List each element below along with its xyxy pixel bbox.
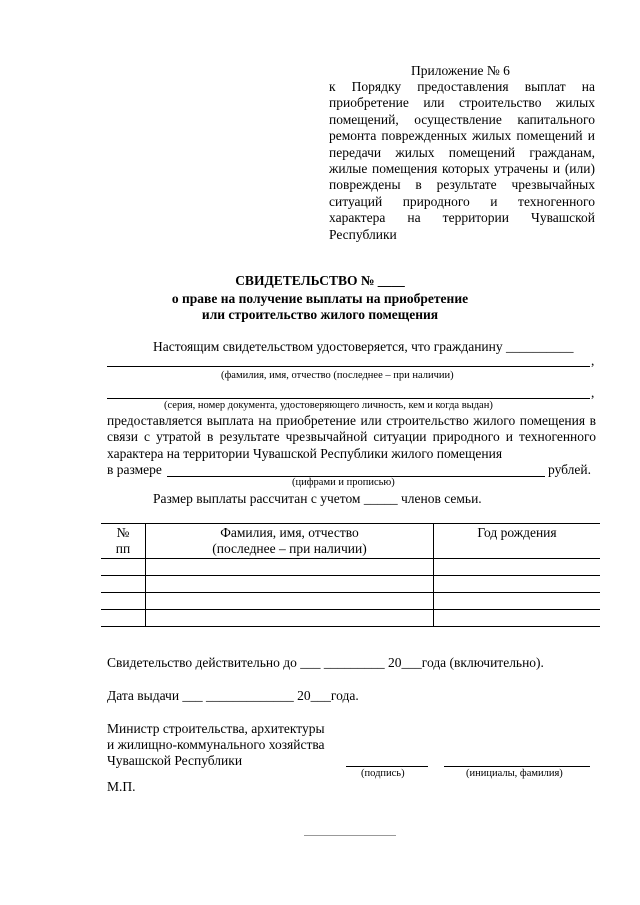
issue-date-text: Дата выдачи ___ _____________ 20___года. xyxy=(107,688,359,703)
family-members-text: Размер выплаты рассчитан с учетом _____ членов семьи. xyxy=(153,491,482,506)
document-subtitle-line2: или строительство жилого помещения xyxy=(201,307,439,322)
signatory-line3: Чувашской Республики xyxy=(107,753,243,768)
table-header-number: № пп xyxy=(101,524,146,559)
initials-caption: (инициалы, фамилия) xyxy=(466,768,563,779)
table-row xyxy=(101,593,600,610)
appendix-title: Приложение № 6 xyxy=(411,63,510,78)
validity-text: Свидетельство действительно до ___ _________ 20___года (включительно). xyxy=(107,655,544,670)
table-header-birth-year: Год рождения xyxy=(434,524,601,559)
amount-prefix: в размере xyxy=(107,462,162,477)
name-caption: (фамилия, имя, отчество (последнее – при наличии) xyxy=(221,370,454,381)
table-header-name: Фамилия, имя, отчество (последнее – при наличии) xyxy=(146,524,434,559)
table-row xyxy=(101,576,600,593)
stamp-placeholder: М.П. xyxy=(107,779,136,794)
document-field-comma: , xyxy=(591,385,595,400)
payment-paragraph: предоставляется выплата на приобретение или строительство жилого помещения в связи с утратой в результате чрезвычайной ситуации природного и техногенного характера на территории Чувашской Республики жилого помещения xyxy=(107,413,596,461)
signature-caption: (подпись) xyxy=(361,768,405,779)
amount-suffix: рублей. xyxy=(548,462,592,477)
table-row xyxy=(101,559,600,576)
table-row xyxy=(101,610,600,627)
document-subtitle-line1: о праве на получение выплаты на приобретение xyxy=(171,291,469,306)
signatory-line2: и жилищно-коммунального хозяйства xyxy=(107,737,325,752)
name-field-comma: , xyxy=(591,353,595,368)
initials-line xyxy=(444,766,590,767)
signatory-line1: Министр строительства, архитектуры xyxy=(107,721,325,736)
appendix-text: к Порядку предоставления выплат на приобретение или строительство жилых помещений, осуществление капитального ремонта поврежденных жилых помещений и передачи жилых помещений гражданам, жилые помещения которых утрачены и (или) повреждены в результате чрезвычайных ситуаций природного и техногенного характера на территории Чувашской Республики xyxy=(329,79,595,242)
name-field-line xyxy=(107,366,590,367)
certifies-text: Настоящим свидетельством удостоверяется, что гражданину __________ xyxy=(153,339,574,354)
document-title: СВИДЕТЕЛЬСТВО № ____ xyxy=(235,273,405,288)
footer-divider xyxy=(304,835,396,836)
family-members-table xyxy=(101,523,600,627)
signature-line xyxy=(346,766,428,767)
amount-caption: (цифрами и прописью) xyxy=(292,477,395,488)
document-caption: (серия, номер документа, удостоверяющего личность, кем и когда выдан) xyxy=(164,400,493,411)
document-field-line xyxy=(107,398,590,399)
